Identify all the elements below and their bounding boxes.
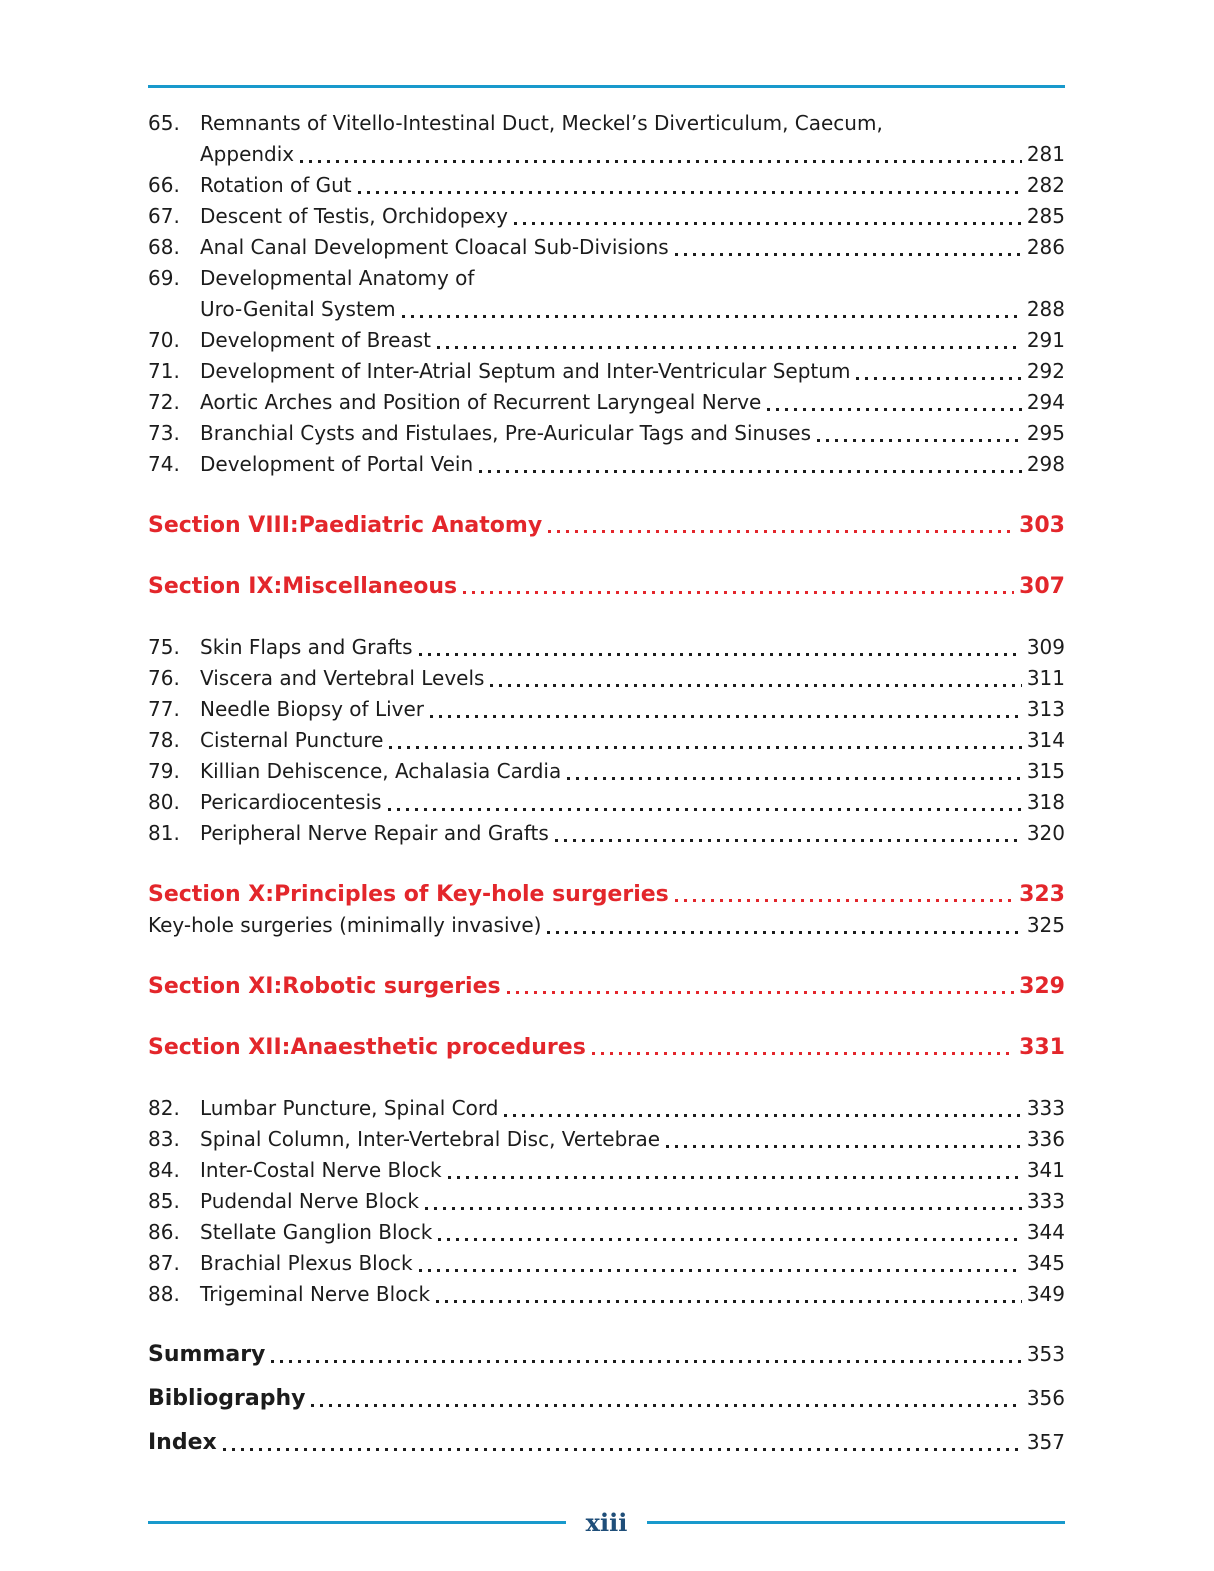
toc-entry	[148, 356, 1065, 387]
entry-page-number: 353	[1026, 1342, 1065, 1366]
entry-page-number: 311	[1026, 666, 1065, 690]
dot-leader	[504, 1114, 1021, 1117]
entry-number: 71.	[148, 359, 180, 383]
toc-entry	[148, 632, 1065, 663]
entry-page-number: 349	[1026, 1282, 1065, 1306]
toc-entry	[148, 787, 1065, 818]
entry-number: 81.	[148, 821, 180, 845]
entry-title: Spinal Column, Inter-Vertebral Disc, Vertebrae	[200, 1127, 661, 1151]
toc-entry	[148, 1248, 1065, 1279]
dot-leader	[666, 1145, 1022, 1148]
dot-leader	[856, 377, 1021, 380]
entry-title: Aortic Arches and Position of Recurrent Laryngeal Nerve	[200, 390, 762, 414]
entry-number: 88.	[148, 1282, 180, 1306]
entry-page-number: 345	[1026, 1251, 1065, 1275]
entry-title: Rotation of Gut	[200, 173, 352, 197]
toc-entry	[148, 449, 1065, 480]
toc-entry	[148, 663, 1065, 694]
toc-entry	[148, 418, 1065, 449]
dot-leader	[479, 470, 1022, 473]
entry-number: 86.	[148, 1220, 180, 1244]
entry-page-number: 357	[1026, 1430, 1065, 1454]
entry-title: Descent of Testis, Orchidopexy	[200, 204, 509, 228]
entry-number: 66.	[148, 173, 180, 197]
toc-entry	[148, 1155, 1065, 1186]
entry-title: Viscera and Vertebral Levels	[200, 666, 485, 690]
entry-title: Remnants of Vitello-Intestinal Duct, Meckel’s Diverticulum, Caecum,	[200, 111, 883, 135]
top-rule	[148, 85, 1065, 88]
toc-entry	[148, 1279, 1065, 1310]
entry-page-number: 329	[1019, 974, 1065, 999]
backmatter-entry	[148, 1383, 1065, 1414]
table-of-contents	[148, 108, 1065, 1458]
entry-number: 74.	[148, 452, 180, 476]
entry-number: 68.	[148, 235, 180, 259]
section-title: Paediatric Anatomy	[298, 513, 543, 538]
toc-entry	[148, 232, 1065, 263]
dot-leader	[555, 839, 1022, 842]
dot-leader	[436, 1300, 1022, 1303]
entry-page-number: 323	[1019, 882, 1065, 907]
entry-title: Branchial Cysts and Fistulaes, Pre-Auricular Tags and Sinuses	[200, 421, 812, 445]
entry-number: 69.	[148, 266, 180, 290]
entry-title: Stellate Ganglion Block	[200, 1220, 433, 1244]
toc-entry	[148, 910, 1065, 941]
entry-number: 79.	[148, 759, 180, 783]
entry-page-number: 307	[1019, 574, 1065, 599]
entry-page-number: 285	[1026, 204, 1065, 228]
dot-leader	[300, 160, 1022, 163]
toc-entry	[148, 201, 1065, 232]
entry-number: 78.	[148, 728, 180, 752]
entry-title: Uro-Genital System	[200, 297, 396, 321]
section-title: Anaesthetic procedures	[290, 1035, 586, 1060]
entry-title: Skin Flaps and Grafts	[200, 635, 413, 659]
entry-title: Development of Inter-Atrial Septum and Inter-Ventricular Septum	[200, 359, 851, 383]
entry-number: 76.	[148, 666, 180, 690]
section-heading	[148, 971, 1065, 1002]
dot-leader	[419, 653, 1022, 656]
dot-leader	[402, 315, 1022, 318]
dot-leader	[817, 439, 1022, 442]
dot-leader	[514, 222, 1022, 225]
entry-page-number: 336	[1026, 1127, 1065, 1151]
dot-leader	[448, 1176, 1022, 1179]
dot-leader	[425, 1207, 1022, 1210]
toc-entry	[148, 1186, 1065, 1217]
page-footer	[148, 1508, 1065, 1537]
dot-leader	[675, 253, 1022, 256]
entry-number: 84.	[148, 1158, 180, 1182]
entry-number: 75.	[148, 635, 180, 659]
section-prefix: Section X:	[148, 882, 275, 907]
dot-leader	[271, 1360, 1021, 1363]
entry-number: 72.	[148, 390, 180, 414]
toc-entry	[148, 108, 1065, 139]
entry-page-number: 341	[1026, 1158, 1065, 1182]
entry-page-number: 294	[1026, 390, 1065, 414]
toc-entry	[148, 1217, 1065, 1248]
dot-leader	[490, 684, 1021, 687]
entry-title: Appendix	[200, 142, 295, 166]
entry-title: Killian Dehiscence, Achalasia Cardia	[200, 759, 562, 783]
section-prefix: Section XI:	[148, 974, 283, 999]
toc-entry	[148, 325, 1065, 356]
dot-leader	[223, 1448, 1022, 1451]
entry-page-number: 291	[1026, 328, 1065, 352]
backmatter-entry	[148, 1339, 1065, 1370]
entry-page-number: 333	[1026, 1189, 1065, 1213]
entry-number: 83.	[148, 1127, 180, 1151]
entry-title: Brachial Plexus Block	[200, 1251, 413, 1275]
dot-leader	[592, 1052, 1014, 1055]
dot-leader	[567, 777, 1022, 780]
entry-page-number: 292	[1026, 359, 1065, 383]
entry-page-number: 318	[1026, 790, 1065, 814]
toc-entry	[148, 170, 1065, 201]
section-title: Principles of Key-hole surgeries	[274, 882, 669, 907]
toc-entry	[148, 294, 1065, 325]
toc-entry	[148, 1124, 1065, 1155]
entry-title: Inter-Costal Nerve Block	[200, 1158, 442, 1182]
entry-page-number: 298	[1026, 452, 1065, 476]
toc-entry	[148, 139, 1065, 170]
section-prefix: Section IX:	[148, 574, 283, 599]
entry-title: Lumbar Puncture, Spinal Cord	[200, 1096, 499, 1120]
entry-title: Trigeminal Nerve Block	[200, 1282, 431, 1306]
section-prefix: Section XII:	[148, 1035, 291, 1060]
toc-entry	[148, 818, 1065, 849]
dot-leader	[438, 1238, 1021, 1241]
dot-leader	[388, 808, 1022, 811]
entry-title: Index	[148, 1430, 217, 1455]
entry-page-number: 331	[1019, 1035, 1065, 1060]
entry-title: Anal Canal Development Cloacal Sub-Divisions	[200, 235, 669, 259]
toc-entry	[148, 694, 1065, 725]
entry-page-number: 333	[1026, 1096, 1065, 1120]
entry-page-number: 286	[1026, 235, 1065, 259]
footer-rule-right	[647, 1521, 1065, 1524]
entry-page-number: 303	[1019, 513, 1065, 538]
entry-number: 70.	[148, 328, 180, 352]
entry-number: 73.	[148, 421, 180, 445]
entry-title: Pericardiocentesis	[200, 790, 382, 814]
section-heading	[148, 879, 1065, 910]
entry-page-number: 344	[1026, 1220, 1065, 1244]
entry-page-number: 320	[1026, 821, 1065, 845]
entry-number: 80.	[148, 790, 180, 814]
entry-page-number: 315	[1026, 759, 1065, 783]
entry-title: Key-hole surgeries (minimally invasive)	[148, 913, 542, 937]
dot-leader	[767, 408, 1021, 411]
entry-title: Peripheral Nerve Repair and Grafts	[200, 821, 549, 845]
toc-entry	[148, 387, 1065, 418]
toc-entry	[148, 725, 1065, 756]
section-heading	[148, 510, 1065, 541]
backmatter-entry	[148, 1427, 1065, 1458]
entry-title: Developmental Anatomy of	[200, 266, 475, 290]
entry-number: 85.	[148, 1189, 180, 1213]
entry-page-number: 295	[1026, 421, 1065, 445]
dot-leader	[548, 530, 1014, 533]
entry-page-number: 309	[1026, 635, 1065, 659]
entry-title: Summary	[148, 1342, 266, 1367]
section-prefix: Section VIII:	[148, 513, 299, 538]
dot-leader	[675, 899, 1014, 902]
toc-entry	[148, 1093, 1065, 1124]
entry-number: 82.	[148, 1096, 180, 1120]
entry-title: Pudendal Nerve Block	[200, 1189, 420, 1213]
toc-entry	[148, 263, 1065, 294]
dot-leader	[311, 1404, 1021, 1407]
dot-leader	[507, 991, 1014, 994]
section-title: Miscellaneous	[282, 574, 458, 599]
entry-number: 87.	[148, 1251, 180, 1275]
entry-number: 67.	[148, 204, 180, 228]
entry-page-number: 282	[1026, 173, 1065, 197]
footer-rule-left	[148, 1521, 566, 1524]
dot-leader	[547, 931, 1021, 934]
dot-leader	[437, 346, 1022, 349]
dot-leader	[463, 591, 1014, 594]
entry-page-number: 281	[1026, 142, 1065, 166]
dot-leader	[358, 191, 1022, 194]
dot-leader	[389, 746, 1021, 749]
entry-title: Needle Biopsy of Liver	[200, 697, 425, 721]
dot-leader	[419, 1269, 1022, 1272]
entry-number: 65.	[148, 111, 180, 135]
toc-entry	[148, 756, 1065, 787]
entry-page-number: 313	[1026, 697, 1065, 721]
dot-leader	[430, 715, 1022, 718]
entry-number: 77.	[148, 697, 180, 721]
entry-title: Development of Breast	[200, 328, 431, 352]
entry-title: Development of Portal Vein	[200, 452, 474, 476]
entry-page-number: 356	[1026, 1386, 1065, 1410]
section-title: Robotic surgeries	[282, 974, 501, 999]
section-heading	[148, 1032, 1065, 1063]
entry-title: Cisternal Puncture	[200, 728, 384, 752]
page-number-folio: xiii	[585, 1508, 628, 1537]
entry-page-number: 314	[1026, 728, 1065, 752]
entry-page-number: 325	[1026, 913, 1065, 937]
entry-title: Bibliography	[148, 1386, 306, 1411]
entry-page-number: 288	[1026, 297, 1065, 321]
section-heading	[148, 571, 1065, 602]
